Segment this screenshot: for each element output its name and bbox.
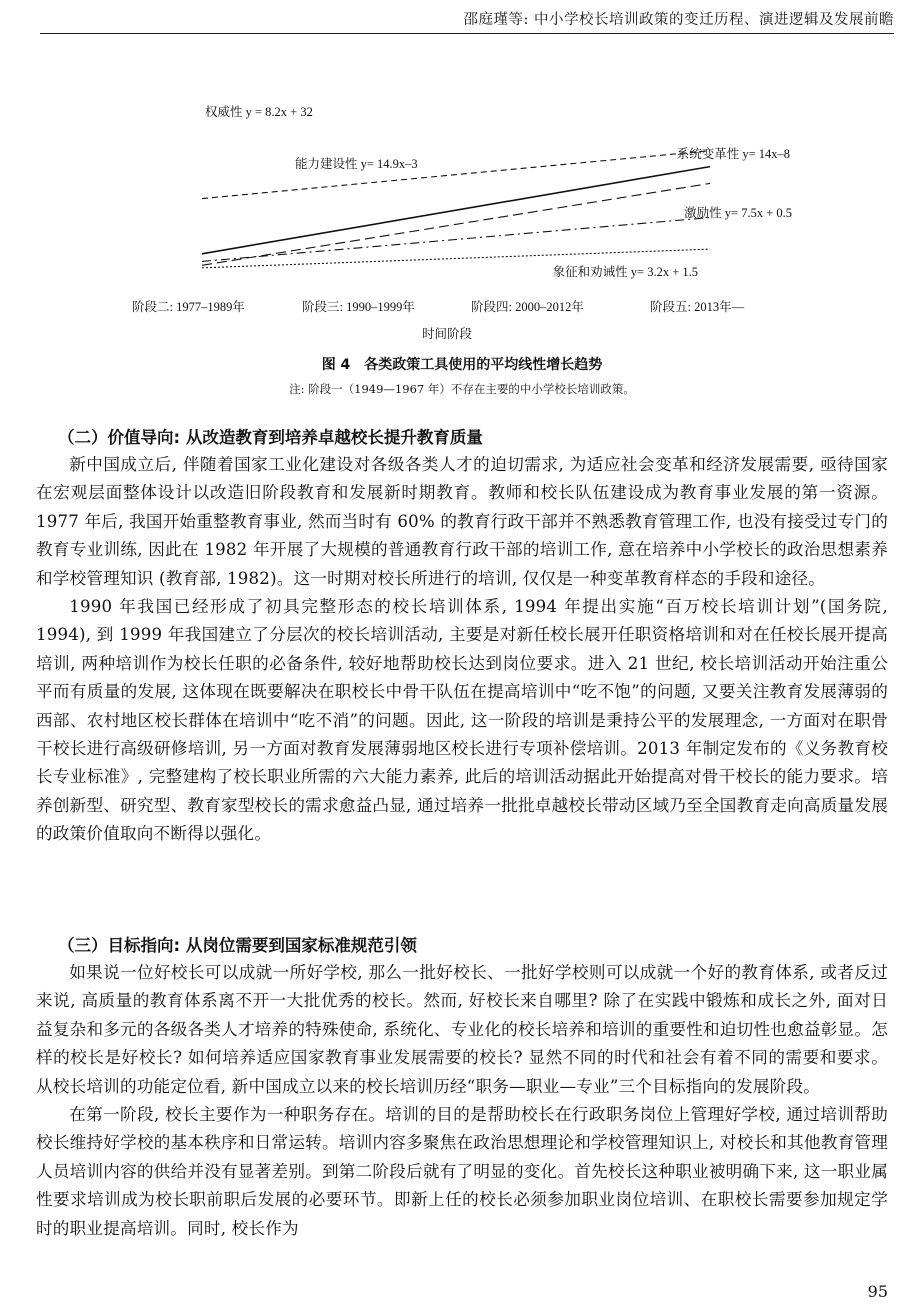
section-heading-goal-orientation: （三）目标指向: 从岗位需要到国家标准规范引领 [58,936,417,955]
running-header: 邵庭瑾等: 中小学校长培训政策的变迁历程、演进逻辑及发展前瞻 [463,12,894,28]
trend-line-2 [202,167,710,254]
x-axis-label: 时间阶段 [421,327,473,341]
section-body-value-orientation [36,451,888,849]
series-label-2: 能力建设性 y= 14.9x–3 [295,157,418,171]
page-number: 95 [867,1282,888,1301]
trend-line-1 [202,151,710,199]
x-tick-label: 阶段三: 1990–1999年 [302,300,415,314]
paragraph: 如果说一位好校长可以成就一所好学校, 那么一批好校长、一批好学校则可以成就一个好的教育体系, 或者反过来说, 高质量的教育体系离不开一大批优秀的校长。然而, 好校长来自哪里? 除了在实践中锻炼和成长之外, 面对日益复杂和多元的各级各类人才培养的特殊使命, 系统化、专业化的校长培养和培训的重要性和迫切性也愈益彰显。怎样的校长是好校长? 如何培养适应国家教育事业发展需要的校长? 显然不同的时代和社会有着不同的需要和要求。从校长培训的功能定位看, 新中国成立以来的校长培训历经“职务—职业—专业”三个目标指向的发展阶段。 [36,963,888,1096]
section-body-goal-orientation [36,959,888,1243]
paragraph: 1990 年我国已经形成了初具完整形态的校长培训体系, 1994 年提出实施“百万校长培训计划”(国务院, 1994), 到 1999 年我国建立了分层次的校长培训活动, 主要是对新任校长展开任职资格培训和对在任校长展开提高培训, 两种培训作为校长任职的必备条件, 较好地帮助校长达到岗位要求。进入 21 世纪, 校长培训活动开始注重公平而有质量的发展, 这体现在既要解决在职校长中骨干队伍在提高培训中“吃不饱”的问题, 又要关注教育发展薄弱的西部、农村地区校长群体在培训中“吃不消”的问题。因此, 这一阶段的培训是秉持公平的发展理念, 一方面对在职骨干校长进行高级研修培训, 另一方面对教育发展薄弱地区校长进行专项补偿培训。2013 年制定发布的《义务教育校长专业标准》, 完整建构了校长职业所需的六大能力素养, 此后的培训活动据此开始提高对骨干校长的能力要求。培养创新型、研究型、教育家型校长的需求愈益凸显, 通过培养一批批卓越校长带动区域乃至全国教育走向高质量发展的政策价值取向不断得以强化。 [36,597,888,844]
section-heading-value-orientation: （二）价值导向: 从改造教育到培养卓越校长提升教育质量 [58,428,483,447]
trend-line-3 [202,183,710,265]
x-tick-label: 阶段二: 1977–1989年 [132,300,245,314]
figure-title: 图 4 各类政策工具使用的平均线性增长趋势 [321,357,603,373]
series-label-3: 系统变革性 y= 14x–8 [676,147,790,161]
series-label-4: 激励性 y= 7.5x + 0.5 [684,206,792,220]
x-tick-label: 阶段四: 2000–2012年 [471,300,584,314]
paragraph: 新中国成立后, 伴随着国家工业化建设对各级各类人才的迫切需求, 为适应社会变革和经济发展需要, 亟待国家在宏观层面整体设计以改造旧阶段教育和发展新时期教育。教师和校长队伍建设成为教育事业发展的第一资源。1977 年后, 我国开始重整教育事业, 然而当时有 60% 的教育行政干部并不熟悉教育管理工作, 也没有接受过专门的教育专业训练, 因此在 1982 年开展了大规模的普通教育行政干部的培训工作, 意在培养中小学校长的政治思想素养和学校管理知识 (教育部, 1982)。这一时期对校长所进行的培训, 仅仅是一种变革教育样态的手段和途径。 [36,455,888,588]
x-tick-label: 阶段五: 2013年— [650,300,745,314]
paragraph: 在第一阶段, 校长主要作为一种职务存在。培训的目的是帮助校长在行政职务岗位上管理好学校, 通过培训帮助校长维持好学校的基本秩序和日常运转。培训内容多聚焦在政治思想理论和学校管理知识上, 对校长和其他教育管理人员培训内容的供给并没有显著差别。到第二阶段后就有了明显的变化。首先校长这种职业被明确下来, 这一职业属性要求培训成为校长职前职后发展的必要环节。即新上任的校长必须参加职业岗位培训、在职校长需要参加规定学时的职业提高培训。同时, 校长作为 [36,1105,888,1238]
header-rule [40,33,894,34]
figure-note: 注: 阶段一（1949—1967 年）不存在主要的中小学校长培训政策。 [289,382,635,396]
trend-chart [0,40,924,350]
series-label-5: 象征和劝诫性 y= 3.2x + 1.5 [552,265,698,279]
series-label-1: 权威性 y = 8.2x + 32 [205,105,313,119]
